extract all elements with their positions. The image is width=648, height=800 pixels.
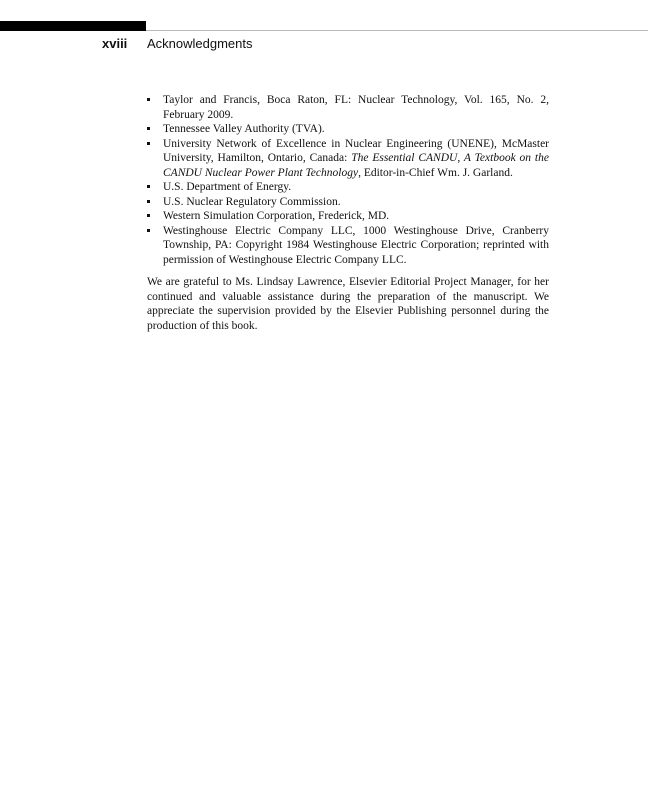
bullet-icon xyxy=(147,185,150,188)
running-head xyxy=(0,36,648,54)
list-item-text: U.S. Department of Energy. xyxy=(163,181,292,193)
closing-paragraph: We are grateful to Ms. Lindsay Lawrence, Elsevier Editorial Project Manager, for her continued and valuable assistance during the preparation of the manuscript. We appreciate the supervision provided by the Elsevier Publishing personnel during the production of this book. xyxy=(147,276,549,332)
list-item-text-suffix: , Editor-in-Chief Wm. J. Garland. xyxy=(358,166,513,179)
list-item-text: Taylor and Francis, Boca Raton, FL: Nuclear Technology, Vol. 165, No. 2, February 2009. xyxy=(163,94,549,121)
list-item xyxy=(147,195,549,210)
bullet-icon xyxy=(147,127,150,130)
header-tab-bar xyxy=(0,21,146,31)
list-item-text: Tennessee Valley Authority (TVA). xyxy=(163,123,325,135)
bullet-icon xyxy=(147,229,150,232)
page-body xyxy=(147,93,549,333)
list-item-text: Westinghouse Electric Company LLC, 1000 Westinghouse Drive, Cranberry Township, PA: Copyright 1984 Westinghouse Electric Corporation; reprinted with permission of Westinghouse Electric Company LLC. xyxy=(163,224,549,266)
list-item-text: Western Simulation Corporation, Frederick, MD. xyxy=(163,210,390,222)
acknowledged-sources-list xyxy=(147,93,549,267)
bullet-icon xyxy=(147,200,150,203)
section-title: Acknowledgments xyxy=(147,36,253,51)
list-item-text-prefix: University Network of Excellence in Nuclear Engineering (UNENE), McMaster University, Hamilton, Ontario, Canada: xyxy=(163,137,549,164)
list-item-text: U.S. Nuclear Regulatory Commission. xyxy=(163,195,341,208)
bullet-icon xyxy=(147,98,150,101)
list-item xyxy=(147,137,549,181)
book-title: The Essential CANDU, A Textbook on the CANDU Nuclear Power Plant Technology xyxy=(163,152,549,179)
page-number: xviii xyxy=(102,36,128,51)
bullet-icon xyxy=(147,142,150,145)
bullet-icon xyxy=(147,214,150,217)
list-item xyxy=(147,180,549,195)
list-item xyxy=(147,122,549,137)
list-item xyxy=(147,209,549,224)
list-item xyxy=(147,93,549,122)
list-item xyxy=(147,224,549,268)
